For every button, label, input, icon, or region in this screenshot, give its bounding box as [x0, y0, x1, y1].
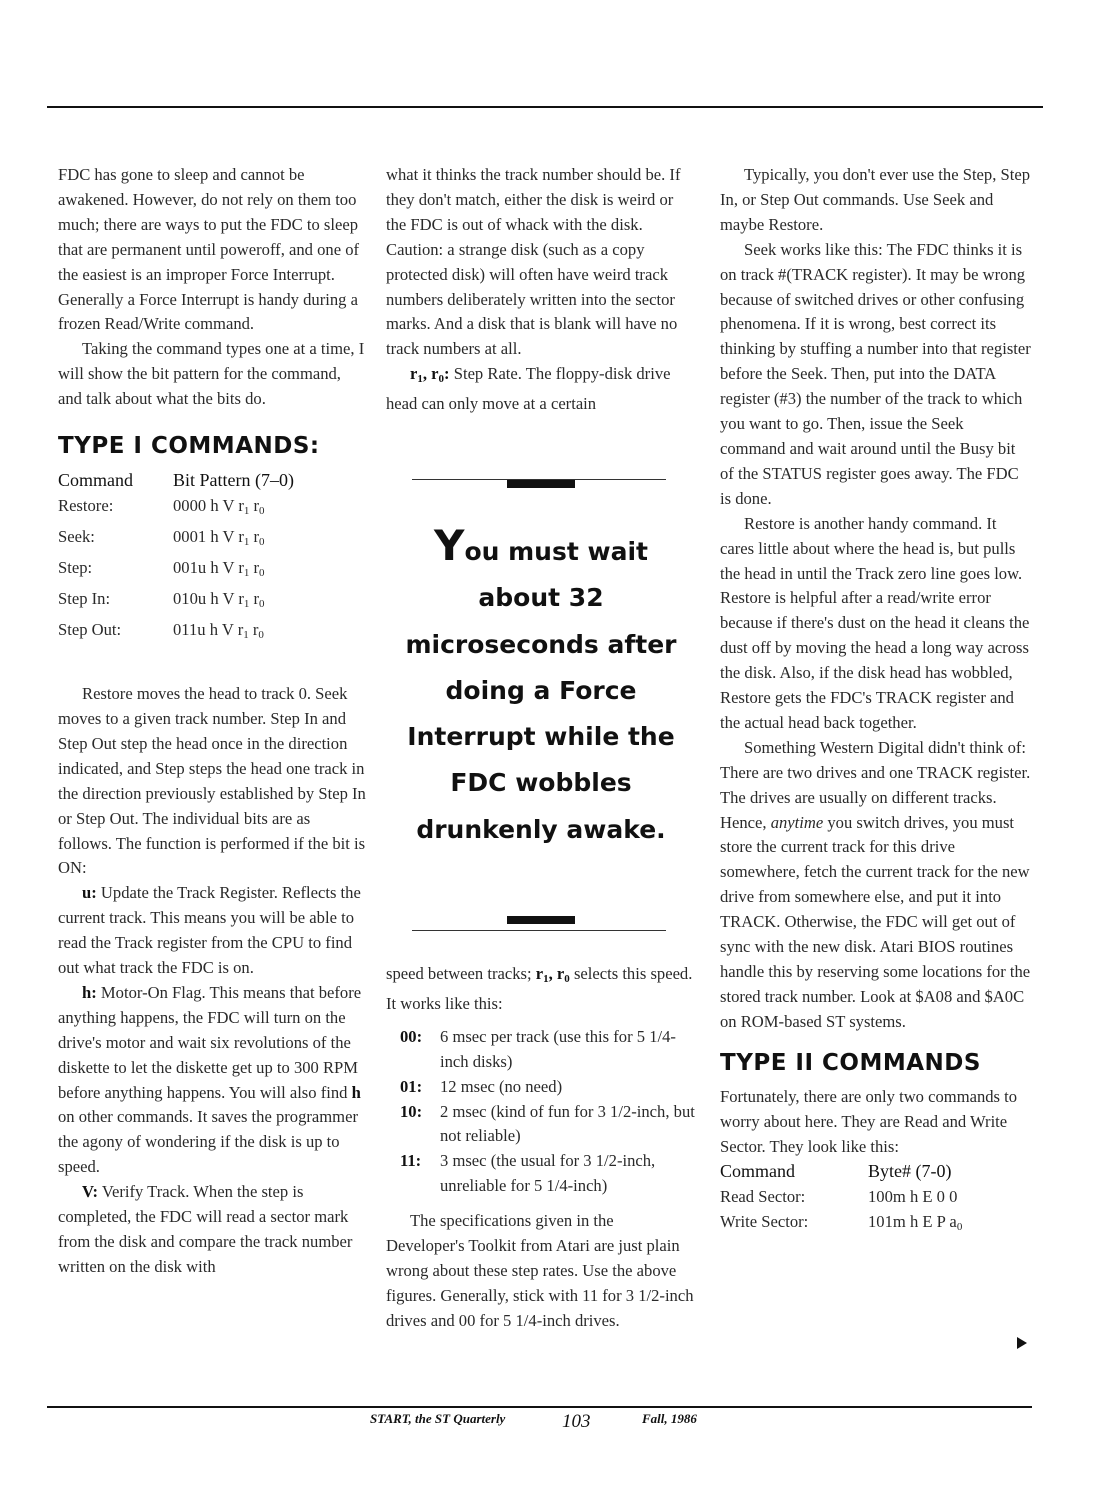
table-row [58, 555, 294, 586]
bit-pattern: 001u h V $r_1$ $r_0$ [173, 558, 265, 580]
paragraph-v-bit: V: Verify Track. When the step is completed, the FDC will read a sector mark from the disk and compare the track number written on the disk with [58, 1182, 353, 1276]
pull-quote-top-bar [507, 480, 575, 488]
command-name: Restore: [58, 496, 114, 516]
list-item: 00: 6 msec per track (use this for 5 1/4-inch disks) [400, 1026, 676, 1071]
paragraph: The specifications given in the Developer's Toolkit from Atari are just plain wrong about these step rates. Use the above figures. Generally, stick with 11 for 3 1/2-inch drives and 00 for 5 1/4-inch drives. [386, 1211, 694, 1330]
paragraph-h-bit: h: Motor-On Flag. This means that before anything happens, the FDC will turn on the drive's motor and wait six revolutions of the diskette to let the diskette get up to 300 RPM before anything happens. You will also find h on other commands. It saves the programmer the agony of wondering if the disk is up to speed. [58, 982, 362, 1177]
footer-page-number: 103 [562, 1411, 591, 1432]
pull-quote-text: You must wait about 32 microseconds after doing a Force Interrupt while the FDC wobbles drunkenly awake. [405, 521, 677, 844]
byte-pattern: 100m h E 0 0 [868, 1187, 958, 1207]
paragraph: Restore moves the head to track 0. Seek moves to a given track number. Step In and Step Out step the head once in the direction indicated, and Step steps the head one track in the direction previously established by Step In or Step Out. The individual bits are as follows. The function is performed if the bit is ON: [58, 684, 366, 878]
column-2-lower [386, 962, 696, 1334]
list-item: 01: 12 msec (no need) [400, 1076, 563, 1096]
section-heading-type-2: TYPE II COMMANDS [720, 1049, 981, 1076]
paragraph: Taking the command types one at a time, I will show the bit pattern for the command, and talk about what the bits do. [58, 339, 365, 409]
pull-quote [400, 479, 682, 931]
paragraph: Something Western Digital didn't think of: There are two drives and one TRACK register. The drives are usually on different tracks. Hence, anytime you switch drives, you must store the current track for this drive somewhere, fetch the current track for the new drive from somewhere else, and put it into TRACK. Otherwise, the FDC will get out of sync with the new disk. Atari BIOS routines handle this by reserving some locations for the stored track number. Look at $A08 and $A0C on ROM-based ST systems. [720, 737, 1031, 1031]
paragraph: FDC has gone to sleep and cannot be awakened. However, do not rely on them too much; there are ways to put the FDC to sleep that are permanent until poweroff, and one of the easiest is an improper Force Interrupt. Generally a Force Interrupt is handy during a frozen Read/Write command. [58, 165, 360, 334]
table-row [720, 1209, 962, 1240]
type-2-command-table [720, 1159, 962, 1240]
continue-arrow-icon [1017, 1337, 1027, 1349]
command-name: Seek: [58, 527, 95, 547]
column-header: Command [720, 1161, 795, 1182]
type-1-command-table [58, 468, 294, 648]
paragraph: speed between tracks; $r_1$, $r_0$ selects this speed. It works like this: [386, 964, 693, 1013]
table-row [58, 524, 294, 555]
paragraph: Restore is another handy command. It cares little about where the head is, but pulls the head in until the Track zero line goes low. Restore is helpful after a read/write error because if there's dust on the head it cleans the dust off by moving the head a long way across the disk. Also, if the disk head has wobbled, Restore gets the FDC's TRACK register and the actual head back together. [720, 513, 1030, 732]
command-name: Write Sector: [720, 1212, 809, 1232]
pull-quote-bottom-rule [412, 930, 666, 931]
paragraph: Typically, you don't ever use the Step, Step In, or Step Out commands. Use Seek and maybe Restore. [720, 165, 1031, 234]
bit-pattern: 0000 h V $r_1$ $r_0$ [173, 496, 265, 518]
bit-pattern: 0001 h V $r_1$ $r_0$ [173, 527, 265, 549]
column-header: Bit Pattern (7–0) [173, 470, 294, 491]
table-row [720, 1184, 962, 1209]
table-header-row [720, 1159, 962, 1184]
section-heading-type-1: TYPE I COMMANDS: [58, 433, 320, 460]
paragraph: Seek works like this: The FDC thinks it is on track #(TRACK register). It may be wrong because of switched drives or other confusing phenomena. If it is wrong, best correct its thinking by stuffing a number into that register before the Seek. Then, put into the DATA register (#3) the number of the track to which you want to go. Then, issue the Seek command and wait around until the Busy bit of the STATUS register goes away. The FDC is done. [720, 239, 1031, 508]
column-header: Byte# (7-0) [868, 1161, 952, 1182]
paragraph-step-rate: $r_1$, $r_0$: Step Rate. The floppy-disk drive head can only move at a certain [386, 364, 671, 414]
command-name: Read Sector: [720, 1187, 806, 1207]
footer-issue: Fall, 1986 [642, 1411, 697, 1426]
table-row [58, 586, 294, 617]
command-name: Step: [58, 558, 93, 578]
command-name: Step Out: [58, 620, 122, 640]
top-rule [47, 106, 1043, 108]
table-header-row [58, 468, 294, 493]
footer-magazine: START, the ST Quarterly [370, 1411, 506, 1426]
list-item: 10: 2 msec (kind of fun for 3 1/2-inch, but not reliable) [400, 1101, 695, 1146]
paragraph: Fortunately, there are only two commands to worry about here. They are Read and Write Sector. They look like this: [720, 1086, 1018, 1156]
bit-pattern: 011u h V $r_1$ $r_0$ [173, 620, 264, 642]
column-1 [58, 163, 368, 1280]
command-name: Step In: [58, 589, 111, 609]
column-3 [720, 163, 1032, 1240]
bottom-rule [47, 1406, 1032, 1408]
column-header: Command [58, 470, 133, 491]
column-2 [386, 163, 696, 417]
step-rate-list [400, 1025, 696, 1199]
list-item: 11: 3 msec (the usual for 3 1/2-inch, unreliable for 5 1/4-inch) [400, 1151, 656, 1196]
paragraph: what it thinks the track number should be. If they don't match, either the disk is weird or the FDC is out of whack with the disk. Caution: a strange disk (such as a copy protected disk) will often have weird track numbers deliberately written into the sector marks. And a disk that is blank will have no track numbers at all. [386, 165, 681, 359]
pull-quote-bottom-bar [507, 916, 575, 924]
paragraph-u-bit: u: Update the Track Register. Reflects the current track. This means you will be able to read the Track register from the CPU to find out what track the FDC is on. [58, 883, 361, 978]
bit-pattern: 010u h V $r_1$ $r_0$ [173, 589, 265, 611]
table-row [58, 617, 294, 648]
table-row [58, 493, 294, 524]
byte-pattern: 101m h E P $a_0$ [868, 1212, 963, 1234]
